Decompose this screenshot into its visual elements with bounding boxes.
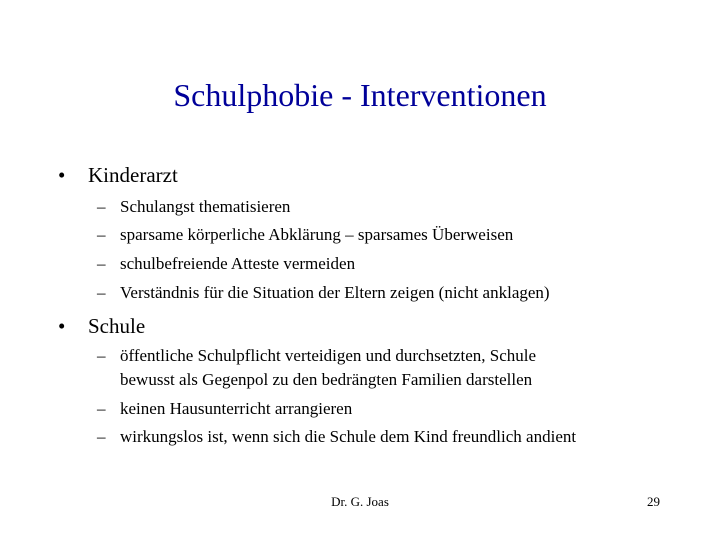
list-item-text: Schulangst thematisieren	[120, 197, 291, 216]
list-item	[97, 397, 352, 421]
dash-icon: –	[97, 283, 106, 302]
list-item-text: wirkungslos ist, wenn sich die Schule dem Kind freundlich andient	[120, 427, 577, 446]
section-heading: Kinderarzt	[88, 163, 178, 187]
list-item	[97, 344, 536, 392]
list-item-text-line: bewusst als Gegenpol zu den bedrängten Familien darstellen	[120, 370, 533, 389]
list-item	[97, 223, 513, 247]
section-heading-schule	[58, 313, 145, 339]
section-heading: Schule	[88, 314, 146, 338]
list-item	[97, 425, 576, 449]
section-heading-kinderarzt	[58, 162, 178, 188]
list-item-text: Verständnis für die Situation der Eltern zeigen (nicht anklagen)	[120, 283, 550, 302]
list-item-text: keinen Hausunterricht arrangieren	[120, 399, 353, 418]
bullet-icon: •	[58, 163, 66, 187]
dash-icon: –	[97, 427, 106, 446]
list-item	[97, 252, 355, 276]
list-item	[97, 281, 550, 305]
bullet-icon: •	[58, 314, 66, 338]
list-item-text: sparsame körperliche Abklärung – sparsames Überweisen	[120, 225, 514, 244]
dash-icon: –	[97, 225, 106, 244]
dash-icon: –	[97, 399, 106, 418]
list-item	[97, 195, 290, 219]
slide-title: Schulphobie - Interventionen	[173, 77, 547, 113]
footer-author: Dr. G. Joas	[331, 494, 389, 509]
list-item-text	[120, 344, 536, 392]
dash-icon: –	[97, 346, 106, 365]
list-item-text-line: öffentliche Schulpflicht verteidigen und durchsetzten, Schule	[120, 346, 537, 365]
dash-icon: –	[97, 254, 106, 273]
dash-icon: –	[97, 197, 106, 216]
list-item-text: schulbefreiende Atteste vermeiden	[120, 254, 356, 273]
page-number: 29	[647, 494, 660, 509]
